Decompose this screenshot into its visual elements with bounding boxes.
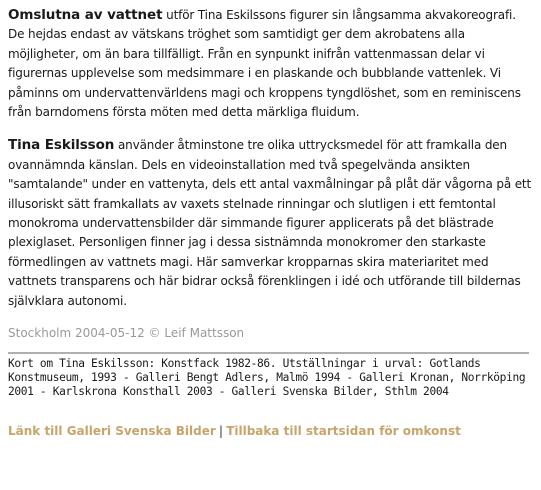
paragraph-body-text: utför Tina Eskilssons figurer sin långsamma akvakoreografi. De hejdas endast av vätskans tröghet som samtidigt ger dem akrobatens alla möjligheter, om än bara tillfälligt. Från en synpunkt inifrån vattenmassan delar vi figurernas upplevelse som medsimmare i en plaskande och bubblande vattenlek. Vi påminns om undervattenvärldens magi och kroppens tyngdlöshet, som en reminiscens från barndomens första möten med detta märkliga fluidum. (8, 8, 521, 120)
footer-links (8, 423, 534, 439)
paragraph-body-text: använder åtminstone tre olika uttrycksmedel för att framkalla den ovannämnda känslan. Dels en videoinstallation med två spegelvända ansikten "samtalande" under en vattenyta, dels ett antal vaxmålningar på plåt där vågorna på ett illusoriskt sätt framkallats av vaxets stelnade rinningar och slutligen i ett femtontal monokroma undervattensbilder där simmande figurer applicerats på det blästrade plexiglaset. Personligen finner jag i dessa sistnämnda monokromer den starkaste förmedlingen av vattnets magi. Här samverkar kropparnas skira materiaritet med vattnets transparens och här bidrar också förenklingen i idé och utförande till bildernas självklara autonomi. (8, 138, 532, 308)
link-separator: | (218, 424, 224, 439)
article-paragraph-1 (8, 6, 534, 122)
section-divider (8, 352, 529, 354)
article-signature: Stockholm 2004-05-12 © Leif Mattsson (8, 326, 245, 341)
paragraph-lead-artist-name: Tina Eskilsson (8, 137, 115, 154)
back-to-home-link[interactable]: Tillbaka till startsidan för omkonst (226, 424, 461, 439)
paragraph-lead-title: Omslutna av vattnet (8, 7, 163, 23)
article-paragraph-2 (8, 136, 534, 311)
article-content (8, 6, 534, 439)
artist-bio: Kort om Tina Eskilsson: Konstfack 1982-86. Utställningar i urval: Gotlands Konstmuseum, 1993 - Galleri Bengt Adlers, Malmö 1994 - Galleri Kronan, Norrköping 2001 - Karlskrona Konsthall 2003 - Galleri Svenska Bilder, Sthlm 2004 (8, 357, 526, 399)
gallery-link[interactable]: Länk till Galleri Svenska Bilder (8, 424, 216, 439)
